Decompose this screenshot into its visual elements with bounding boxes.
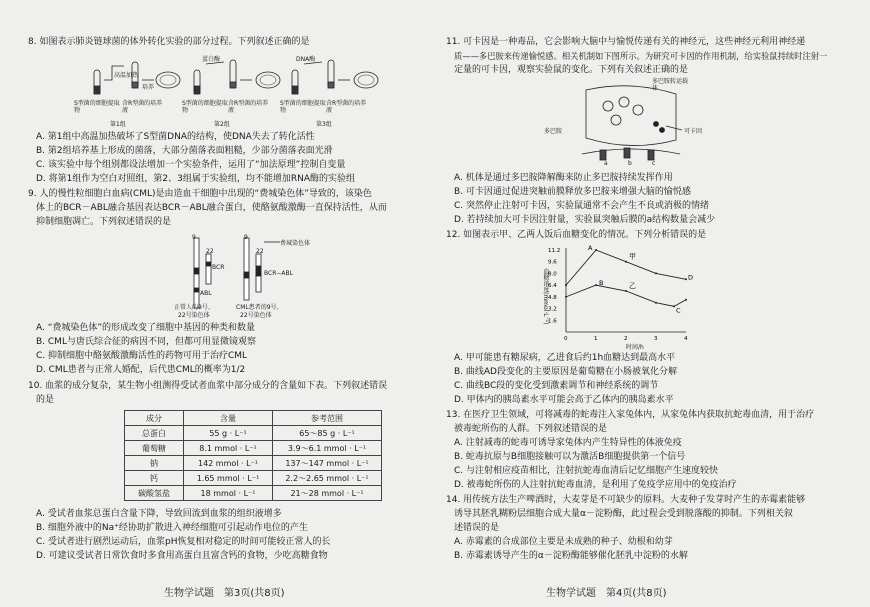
- q8-tube4: 含R型菌的培养液: [228, 100, 269, 114]
- q12-blood-glucose-chart: [546, 244, 696, 344]
- q12-option-d: D. 甲体内的胰岛素水平可能会高于乙体内的胰岛素水平: [454, 395, 674, 405]
- q8-option-b: B. 第2组培养基上形成的菌落，大部分菌落表面粗糙，少部分菌落表面光滑: [36, 146, 333, 156]
- q10-option-a: A. 受试者血浆总蛋白含量下降，导致回流到血浆的组织液增多: [36, 509, 282, 519]
- table-cell: 1.65 mmol · L⁻¹: [184, 471, 273, 486]
- q8-option-a: A. 第1组中高温加热破坏了S型菌DNA的结构，使DNA失去了转化活性: [36, 132, 315, 142]
- y-tick-label: 6.4: [548, 283, 557, 290]
- table-cell: 2.2～2.65 mmol · L⁻¹: [273, 471, 382, 486]
- q12-option-a: A. 甲可能患有糖尿病，乙进食后约1h血糖达到最高水平: [454, 353, 676, 363]
- point-label-b: B: [599, 279, 604, 288]
- table-cell: 8.1 mmol · L⁻¹: [184, 441, 273, 456]
- q10-option-d: D. 可建议受试者日常饮食时多食用高蛋白且富含钙的食物，少吃高糖食物: [36, 551, 328, 561]
- q14-stem-line1: 14. 用传统方法生产啤酒时，大麦芽是不可缺少的原料。大麦种子发芽时产生的赤霉素能够: [446, 495, 806, 505]
- q11-stem-line3: 定量的可卡因，观察实验鼠的变化。下列有关叙述正确的是: [454, 65, 689, 75]
- footer-left: 生物学试题 第3页(共8页): [164, 588, 285, 599]
- data-point: [655, 302, 657, 304]
- table-header-row: [125, 411, 382, 426]
- table-cell: 3.9～6.1 mmol · L⁻¹: [273, 441, 382, 456]
- q14-stem-line3: 述错误的是: [454, 523, 500, 533]
- q8-group2: 第2组: [214, 121, 230, 128]
- q8-tube1: S型菌的细胞提取物: [74, 100, 120, 114]
- y-tick-label: 4.8: [548, 294, 557, 301]
- q9-stem-line1: 9. 人的慢性粒细胞白血病(CML)是由造血干细胞中出现的“费城染色体”导致的，该染色: [28, 189, 372, 199]
- q11-label-b: b: [628, 160, 632, 167]
- series-label: 乙: [629, 282, 636, 290]
- q11-synapse-figure: [576, 80, 686, 170]
- q8-stem: 8. 如图表示肺炎链球菌的体外转化实验的部分过程。下列叙述正确的是: [28, 37, 310, 47]
- data-point: [655, 272, 657, 274]
- table-cell: 65～85 g · L⁻¹: [273, 426, 382, 441]
- q9-abl: ABL: [200, 290, 212, 297]
- q12-ylabel: 血糖浓度(mmol·L⁻¹): [542, 268, 549, 325]
- table-header-cell: 参考范围: [273, 411, 382, 426]
- q8-heat-label: 高温加热: [114, 72, 139, 79]
- q9-option-c: C. 抑制细胞中酪氨酸激酶活性的药物可用于治疗CML: [36, 351, 248, 361]
- y-tick-label: 1.6: [548, 318, 557, 325]
- q8-group3: 第3组: [316, 121, 332, 128]
- q9-option-d: D. CML患者与正常人婚配，后代患CML的概率为1/2: [36, 365, 246, 375]
- q11-stem-line1: 11. 可卡因是一种毒品，它会影响大脑中与愉悦传递有关的神经元，这些神经元利用神经递: [446, 37, 806, 47]
- y-tick-label: 8.0: [548, 271, 557, 278]
- table-row: [125, 441, 382, 456]
- q9-stem-line2: 体上的BCR－ABL融合基因表达BCR－ABL融合蛋白，使酪氨酸激酶一直保持活性，从而: [36, 203, 387, 213]
- page-3: [14, 0, 424, 607]
- q8-option-d: D. 将第1组作为空白对照组，第2、3组属于实验组，均不能增加RNA酶的实验组: [36, 174, 355, 184]
- point-label-a: A: [588, 244, 593, 252]
- q11-option-b: B. 可卡因通过促进突触前膜释放多巴胺来增强大脑的愉悦感: [454, 187, 691, 197]
- q10-stem-line1: 10. 血浆的成分复杂，某生物小组测得受试者血浆中部分成分的含量如下表。下列叙述错误: [28, 381, 388, 391]
- data-point: [625, 290, 627, 292]
- q9-n9-cml: 9: [244, 234, 248, 241]
- table-cell: 21～28 mmol · L⁻¹: [273, 486, 382, 501]
- q12-option-b: B. 曲线AD段变化的主要原因是葡萄糖在小肠被氧化分解: [454, 367, 677, 377]
- table-cell: 55 g · L⁻¹: [184, 426, 273, 441]
- q8-culture-label: 培养: [142, 84, 155, 91]
- x-tick-label: 1: [594, 336, 598, 342]
- q9-n22-normal: 22: [206, 248, 214, 255]
- q8-option-c: C. 该实验中每个组别都设法增加一个实验条件，运用了“加法原理”控制自变量: [36, 160, 346, 170]
- table-cell: 钠: [125, 456, 184, 471]
- table-cell: 总蛋白: [125, 426, 184, 441]
- point-label-d: D: [688, 273, 694, 282]
- data-point: [625, 261, 627, 263]
- q11-label-a: a: [604, 160, 608, 167]
- q13-option-d: D. 被毒蛇所伤的人注射抗蛇毒血清，是利用了免疫学应用中的免疫治疗: [454, 480, 737, 490]
- table-row: [125, 456, 382, 471]
- q13-option-a: A. 注射减毒的蛇毒可诱导家兔体内产生特异性的体液免疫: [454, 438, 682, 448]
- table-row: [125, 426, 382, 441]
- data-point: [685, 299, 687, 301]
- q9-cml-caption1: CML患者的9号、: [236, 304, 283, 311]
- q10-stem-line2: 的是: [36, 395, 55, 405]
- q11-transporter-label: 多巴胺转运载体: [652, 78, 689, 92]
- q9-option-b: B. CML与唐氏综合征的病因不同，但都可用显微镜观察: [36, 337, 256, 347]
- q8-group1: 第1组: [110, 121, 126, 128]
- table-cell: 葡萄糖: [125, 441, 184, 456]
- q8-figure: [74, 52, 394, 132]
- series-label: 甲: [629, 252, 636, 261]
- table-row: [125, 486, 382, 501]
- q9-stem-line3: 抑制细胞凋亡。下列叙述错误的是: [36, 217, 172, 227]
- q11-option-a: A. 机体是通过多巴胺降解酶来防止多巴胺持续发挥作用: [454, 173, 673, 183]
- q14-stem-line2: 诱导其胚乳糊粉层细胞合成大量α－淀粉酶，此过程会受到脱落酸的抑制。下列相关叙: [454, 509, 793, 519]
- q11-dopamine-label: 多巴胺: [544, 128, 563, 135]
- q9-option-a: A. “费城染色体”的形成改变了细胞中基因的种类和数量: [36, 323, 256, 333]
- q8-enzyme-label: 蛋白酶: [202, 56, 221, 63]
- q9-philadelphia-label: 费城染色体: [280, 240, 311, 247]
- q9-bcr-abl: BCR−ABL: [264, 270, 293, 277]
- page-4: [446, 0, 856, 607]
- q9-normal-caption1: 正常人的9号、: [174, 304, 214, 311]
- q14-option-b: B. 赤霉素诱导产生的α－淀粉酶能够催化胚乳中淀粉的水解: [454, 551, 688, 561]
- x-tick-label: 4: [684, 336, 688, 342]
- q9-n22-cml: 22: [256, 248, 264, 255]
- table-cell: 142 mmol · L⁻¹: [184, 456, 273, 471]
- data-point: [565, 284, 567, 286]
- data-point: [565, 296, 567, 298]
- y-tick-label: 3.2: [548, 306, 557, 313]
- q13-stem-line1: 13. 在医疗卫生领域，可将减毒的蛇毒注入家兔体内，从家兔体内获取抗蛇毒血清，用于治疗: [446, 410, 815, 420]
- y-tick-label: 9.6: [548, 259, 557, 266]
- point-label-c: C: [676, 306, 681, 315]
- q9-bcr: BCR: [212, 264, 225, 271]
- q8-tube2: 含R型菌的培养液: [122, 100, 163, 114]
- q12-xlabel: 时间/h: [626, 344, 644, 351]
- table-row: [125, 471, 382, 486]
- series-line-1: [566, 285, 686, 306]
- data-point: [673, 305, 675, 307]
- series-line-0: [566, 250, 686, 288]
- y-tick-label: 11.2: [548, 248, 561, 254]
- q10-option-c: C. 受试者进行剧烈运动后，血浆pH恢复相对稳定的时间可能较正常人的长: [36, 537, 331, 547]
- table-cell: 钙: [125, 471, 184, 486]
- table-cell: 137～147 mmol · L⁻¹: [273, 456, 382, 471]
- x-tick-label: 2: [624, 336, 628, 342]
- q11-option-c: C. 突然停止注射可卡因，实验鼠通常不会产生不良或消极的情绪: [454, 201, 710, 211]
- q11-option-d: D. 若持续加大可卡因注射量，实验鼠突触后膜的a结构数量会减少: [454, 215, 716, 225]
- q8-dnase-label: DNA酶: [296, 56, 316, 63]
- q9-normal-caption2: 22号染色体: [178, 312, 210, 319]
- table-header-cell: 成分: [125, 411, 184, 426]
- q10-option-b: B. 细胞外液中的Na⁺经协助扩散进入神经细胞可引起动作电位的产生: [36, 523, 308, 533]
- table-header-cell: 含量: [184, 411, 273, 426]
- data-point: [595, 249, 597, 251]
- q11-label-c: c: [652, 160, 656, 167]
- q11-stem-line2: 质——多巴胺来传递愉悦感。相关机制如下图所示。为研究可卡因的作用机制，给实验鼠持续时注射一: [454, 51, 828, 61]
- q9-cml-caption2: 22号染色体: [240, 312, 272, 319]
- data-point: [685, 278, 687, 280]
- q8-tube6: 含R型菌的培养液: [326, 100, 367, 114]
- x-tick-label: 0: [564, 336, 568, 342]
- q14-option-a: A. 赤霉素的合成部位主要是未成熟的种子、幼根和幼芽: [454, 537, 673, 547]
- q13-stem-line2: 被毒蛇所伤的人群。下列叙述错误的是: [454, 424, 608, 434]
- data-point: [595, 284, 597, 286]
- q13-option-c: C. 与注射相应疫苗相比，注射抗蛇毒血清后记忆细胞产生速度较快: [454, 466, 719, 476]
- q12-option-c: C. 曲线BC段的变化受到激素调节和神经系统的调节: [454, 381, 659, 391]
- q10-plasma-table: [124, 410, 382, 501]
- x-tick-label: 3: [654, 336, 658, 342]
- q8-tube3: S型菌的细胞提取物: [182, 100, 228, 114]
- q8-tube5: S型菌的细胞提取物: [280, 100, 326, 114]
- q11-cocaine-label: 可卡因: [684, 128, 703, 135]
- table-cell: 碳酸氢盐: [125, 486, 184, 501]
- footer-right: 生物学试题 第4页(共8页): [546, 588, 667, 599]
- q13-option-b: B. 蛇毒抗原与B细胞接触可以为激活B细胞提供第一个信号: [454, 452, 686, 462]
- q12-stem: 12. 如图表示甲、乙两人饭后血糖变化的情况。下列分析错误的是: [446, 230, 707, 240]
- q9-n9-normal: 9: [192, 234, 196, 241]
- table-cell: 18 mmol · L⁻¹: [184, 486, 273, 501]
